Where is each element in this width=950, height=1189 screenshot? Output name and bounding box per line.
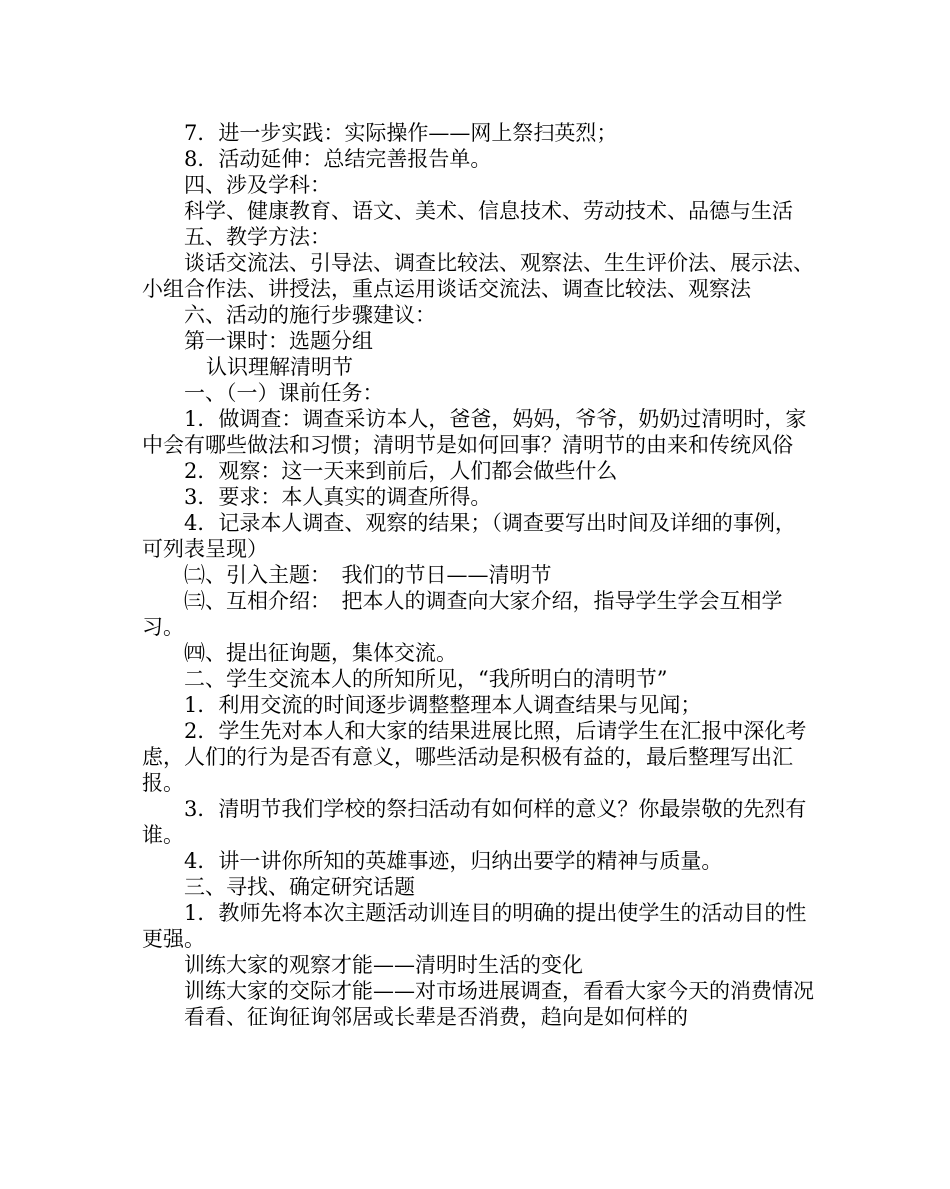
paragraph-record: 4．记录本人调查、观察的结果；（调查要写出时间及详细的事例，可列表呈现） bbox=[142, 511, 796, 561]
paragraph-topics-observe: 训练大家的观察才能——清明时生活的变化 bbox=[184, 953, 583, 977]
paragraph-share-2: 2．学生先对本人和大家的结果进展比照，后请学生在汇报中深化考虑，人们的行为是否有意义，哪些活动是积极有益的，最后整理写出汇报。 bbox=[142, 719, 807, 795]
heading-steps: 六、活动的施行步骤建议： bbox=[184, 303, 436, 327]
paragraph-topics-1: 1．教师先将本次主题活动训连目的明确的提出使学生的活动目的性更强。 bbox=[142, 901, 807, 951]
paragraph-introduce: ㈢、互相介绍： 把本人的调查向大家介绍，指导学生学会互相学习。 bbox=[142, 589, 783, 639]
paragraph-share-3: 3．清明节我们学校的祭扫活动有如何样的意义？你最崇敬的先烈有谁。 bbox=[142, 797, 807, 847]
paragraph-observe: 2．观察：这一天来到前后，人们都会做些什么 bbox=[184, 459, 618, 483]
heading-methods: 五、教学方法： bbox=[184, 225, 331, 249]
paragraph-topics-social: 训练大家的交际才能——对市场进展调查，看看大家今天的消费情况 bbox=[184, 979, 814, 1003]
paragraph-subjects: 科学、健康教育、语文、美术、信息技术、劳动技术、品德与生活 bbox=[184, 199, 793, 223]
document-body bbox=[142, 120, 814, 1030]
paragraph-share-1: 1．利用交流的时间逐步调整整理本人调查结果与见闻； bbox=[184, 693, 702, 717]
paragraph-share-4: 4．讲一讲你所知的英雄事迹，归纳出要学的精神与质量。 bbox=[184, 849, 723, 873]
paragraph-topics-ask: 看看、征询征询邻居或长辈是否消费，趋向是如何样的 bbox=[184, 1005, 688, 1029]
paragraph-methods: 谈话交流法、引导法、调查比较法、观察法、生生评价法、展示法、小组合作法、讲授法，重点运用谈话交流法、调查比较法、观察法 bbox=[142, 251, 814, 301]
heading-subjects: 四、涉及学科： bbox=[184, 173, 331, 197]
paragraph-intro-topic: ㈡、引入主题： 我们的节日——清明节 bbox=[184, 563, 552, 587]
heading-share: 二、学生交流本人的所知所见，“我所明白的清明节” bbox=[184, 667, 668, 691]
heading-pre-task: 一、（一）课前任务： bbox=[184, 381, 384, 405]
paragraph-extension: 8．活动延伸：总结完善报告单。 bbox=[184, 147, 492, 171]
paragraph-questions: ㈣、提出征询题，集体交流。 bbox=[184, 641, 457, 665]
heading-lesson-one: 第一课时：选题分组 bbox=[184, 329, 373, 353]
paragraph-survey: 1．做调查：调查采访本人，爸爸，妈妈，爷爷，奶奶过清明时，家中会有哪些做法和习惯；清明节是如何回事？清明节的由来和传统风俗 bbox=[142, 407, 807, 457]
paragraph-requirement: 3．要求：本人真实的调查所得。 bbox=[184, 485, 492, 509]
heading-qingming: 认识理解清明节 bbox=[206, 355, 353, 379]
heading-topics: 三、寻找、确定研究话题 bbox=[184, 875, 415, 899]
paragraph-practice: 7．进一步实践：实际操作——网上祭扫英烈； bbox=[184, 121, 618, 145]
